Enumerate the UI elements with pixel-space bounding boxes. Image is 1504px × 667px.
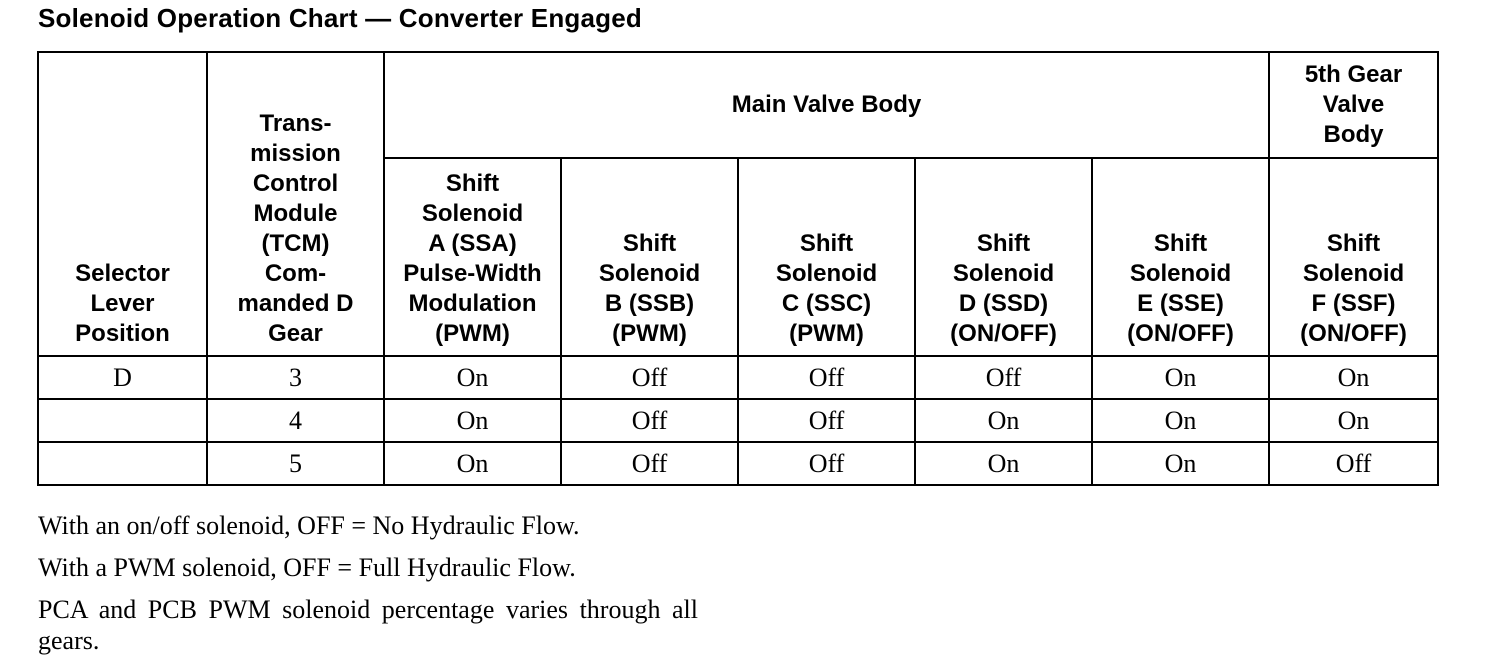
header-line: Trans- — [259, 110, 332, 137]
header-line: (ON/OFF) — [950, 320, 1057, 347]
header-line: Solenoid — [952, 260, 1055, 287]
header-line: Lever — [90, 290, 155, 317]
header-line: B (SSB) — [604, 290, 695, 317]
table-row — [38, 399, 1438, 442]
header-line: Body — [1323, 121, 1384, 148]
header-main-valve-body: Main Valve Body — [384, 52, 1269, 158]
cell-ssa: On — [384, 399, 561, 442]
header-line: A (SSA) — [428, 230, 517, 257]
cell-ssc: Off — [738, 442, 915, 485]
cell-ssd: Off — [915, 356, 1092, 399]
header-line: E (SSE) — [1137, 290, 1224, 317]
header-line: Selector — [75, 260, 170, 287]
cell-ssf: Off — [1269, 442, 1438, 485]
header-line: F (SSF) — [1311, 290, 1396, 317]
note-pwm-solenoid: With a PWM solenoid, OFF = Full Hydraulic Flow. — [38, 553, 576, 582]
table-row — [38, 442, 1438, 485]
header-fifth-gear-valve-body — [1269, 52, 1438, 158]
header-line: Solenoid — [1129, 260, 1232, 287]
header-line: Solenoid — [598, 260, 701, 287]
header-line: C (SSC) — [781, 290, 872, 317]
header-line: Pulse-Width — [403, 260, 542, 287]
header-line: (PWM) — [789, 320, 864, 347]
header-line: Modulation — [408, 290, 537, 317]
header-line: Control — [252, 170, 339, 197]
header-shift-solenoid-c — [738, 158, 915, 356]
cell-gear: 3 — [207, 356, 384, 399]
cell-ssc: Off — [738, 399, 915, 442]
cell-selector: D — [38, 356, 207, 399]
header-shift-solenoid-e — [1092, 158, 1269, 356]
note-pca-pcb-percentage: PCA and PCB PWM solenoid percentage varies through all gears. — [38, 595, 698, 655]
cell-sse: On — [1092, 399, 1269, 442]
header-line: 5th Gear — [1304, 61, 1403, 88]
header-line: Solenoid — [421, 200, 524, 227]
header-line: Solenoid — [775, 260, 878, 287]
header-line: Com- — [264, 260, 327, 287]
cell-sse: On — [1092, 442, 1269, 485]
cell-ssc: Off — [738, 356, 915, 399]
header-line: D (SSD) — [958, 290, 1049, 317]
cell-ssf: On — [1269, 356, 1438, 399]
header-line: (ON/OFF) — [1300, 320, 1407, 347]
header-selector-lever-position — [38, 52, 207, 356]
footnotes — [38, 510, 698, 667]
cell-sse: On — [1092, 356, 1269, 399]
header-line: (ON/OFF) — [1127, 320, 1234, 347]
cell-ssb: Off — [561, 442, 738, 485]
table-row — [38, 356, 1438, 399]
header-line: Solenoid — [1302, 260, 1405, 287]
header-line: Gear — [268, 320, 323, 347]
header-line: Shift — [799, 230, 854, 257]
cell-ssa: On — [384, 356, 561, 399]
header-shift-solenoid-b — [561, 158, 738, 356]
cell-ssf: On — [1269, 399, 1438, 442]
header-line: Shift — [445, 170, 500, 197]
header-line: Shift — [1326, 230, 1381, 257]
header-line: Module — [253, 200, 338, 227]
cell-selector — [38, 442, 207, 485]
cell-gear: 5 — [207, 442, 384, 485]
cell-ssb: Off — [561, 399, 738, 442]
solenoid-operation-table — [37, 51, 1439, 486]
header-shift-solenoid-d — [915, 158, 1092, 356]
chart-title: Solenoid Operation Chart — Converter Engaged — [38, 3, 642, 33]
header-line: (TCM) — [261, 230, 330, 257]
cell-ssd: On — [915, 442, 1092, 485]
header-line: Shift — [622, 230, 677, 257]
header-line: Valve — [1322, 91, 1385, 118]
cell-selector — [38, 399, 207, 442]
cell-gear: 4 — [207, 399, 384, 442]
header-line: Shift — [1153, 230, 1208, 257]
header-shift-solenoid-a — [384, 158, 561, 356]
cell-ssa: On — [384, 442, 561, 485]
cell-ssb: Off — [561, 356, 738, 399]
header-line: Position — [75, 320, 170, 347]
header-shift-solenoid-f — [1269, 158, 1438, 356]
cell-ssd: On — [915, 399, 1092, 442]
header-line: (PWM) — [435, 320, 510, 347]
header-line: manded D — [237, 290, 354, 317]
header-line: mission — [250, 140, 341, 167]
note-on-off-solenoid: With an on/off solenoid, OFF = No Hydraulic Flow. — [38, 511, 580, 540]
header-line: Shift — [976, 230, 1031, 257]
header-tcm-commanded-gear — [207, 52, 384, 356]
header-line: (PWM) — [612, 320, 687, 347]
